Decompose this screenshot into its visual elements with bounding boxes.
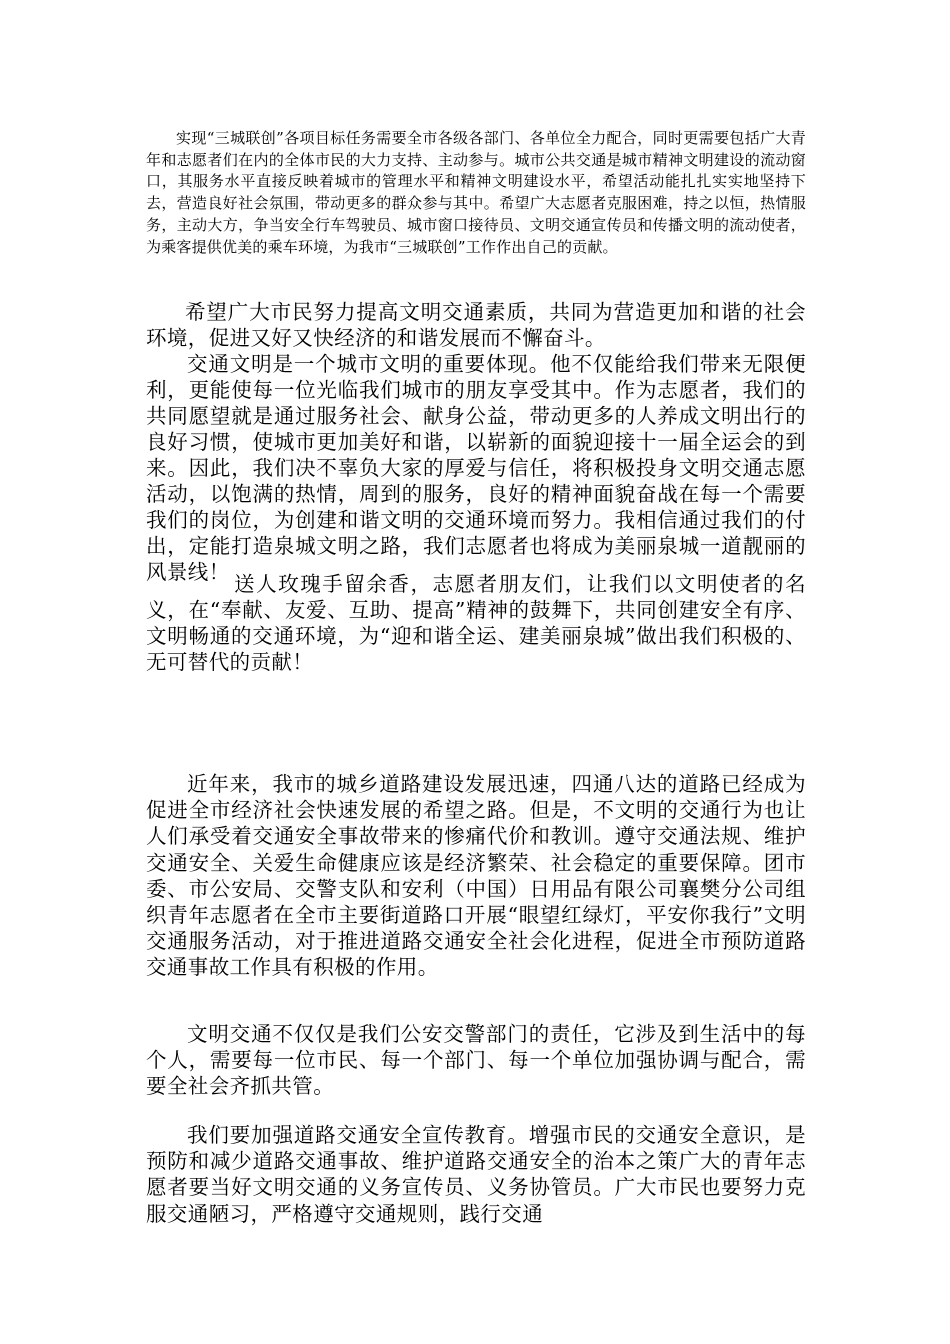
paragraph-traffic-civilization: 交通文明是一个城市文明的重要体现。他不仅能给我们带来无限便利，更能使每一位光临我们城市的朋友享受其中。作为志愿者，我们的共同愿望就是通过服务社会、献身公益，带动更多的人养成文明出行的良好习惯，使城市更加美好和谐，以崭新的面貌迎接十一届全运会的到来。因此，我们决不辜负大家的厚爱与信任，将积极投身文明交通志愿活动，以饱满的热情，周到的服务，良好的精神面貌奋战在每一个需要我们的岗位，为创建和谐文明的交通环境而努力。我相信通过我们的付出，定能打造泉城文明之路，我们志愿者也将成为美丽泉城一道靓丽的风景线！ [146,352,806,584]
paragraph-intro: 实现“三城联创”各项目标任务需要全市各级各部门、各单位全力配合，同时更需要包括广大青年和志愿者们在内的全体市民的大力支持、主动参与。城市公共交通是城市精神文明建设的流动窗口，其服务水平直接反映着城市的管理水平和精神文明建设水平，希望活动能扎扎实实地坚持下去，营造良好社会氛围，带动更多的群众参与其中。希望广大志愿者克服困难，持之以恒，热情服务，主动大方，争当安全行车驾驶员、城市窗口接待员、文明交通宣传员和传播文明的流动使者，为乘客提供优美的乘车环境，为我市“三城联创”工作作出自己的贡献。 [146,129,806,256]
paragraph-shared-responsibility: 文明交通不仅仅是我们公安交警部门的责任，它涉及到生活中的每个人，需要每一位市民、每一个部门、每一个单位加强协调与配合，需要全社会齐抓共管。 [146,1022,806,1099]
paragraph-road-construction: 近年来，我市的城乡道路建设发展迅速，四通八达的道路已经成为促进全市经济社会快速发展的希望之路。但是，不文明的交通行为也让人们承受着交通安全事故带来的惨痛代价和教训。遵守交通法规、维护交通安全、关爱生命健康应该是经济繁荣、社会稳定的重要保障。团市委、市公安局、交警支队和安利（中国）日用品有限公司襄樊分公司组织青年志愿者在全市主要街道路口开展“眼望红绿灯，平安你我行”文明交通服务活动，对于推进道路交通安全社会化进程，促进全市预防道路交通事故工作具有积极的作用。 [146,772,806,980]
paragraph-volunteer-call: 送人玫瑰手留余香，志愿者朋友们，让我们以文明使者的名义，在“奉献、友爱、互助、提高”精神的鼓舞下，共同创建安全有序、文明畅通的交通环境，为“迎和谐全运、建美丽泉城”做出我们积极的、无可替代的贡献！ [146,572,806,674]
paragraph-safety-education: 我们要加强道路交通安全宣传教育。增强市民的交通安全意识，是预防和减少道路交通事故、维护道路交通安全的治本之策广大的青年志愿者要当好文明交通的义务宣传员、义务协管员。广大市民也要努力克服交通陋习，严格遵守交通规则，践行交通 [146,1123,806,1226]
paragraph-citizens-appeal: 希望广大市民努力提高文明交通素质，共同为营造更加和谐的社会环境，促进又好又快经济的和谐发展而不懈奋斗。 [146,300,806,350]
